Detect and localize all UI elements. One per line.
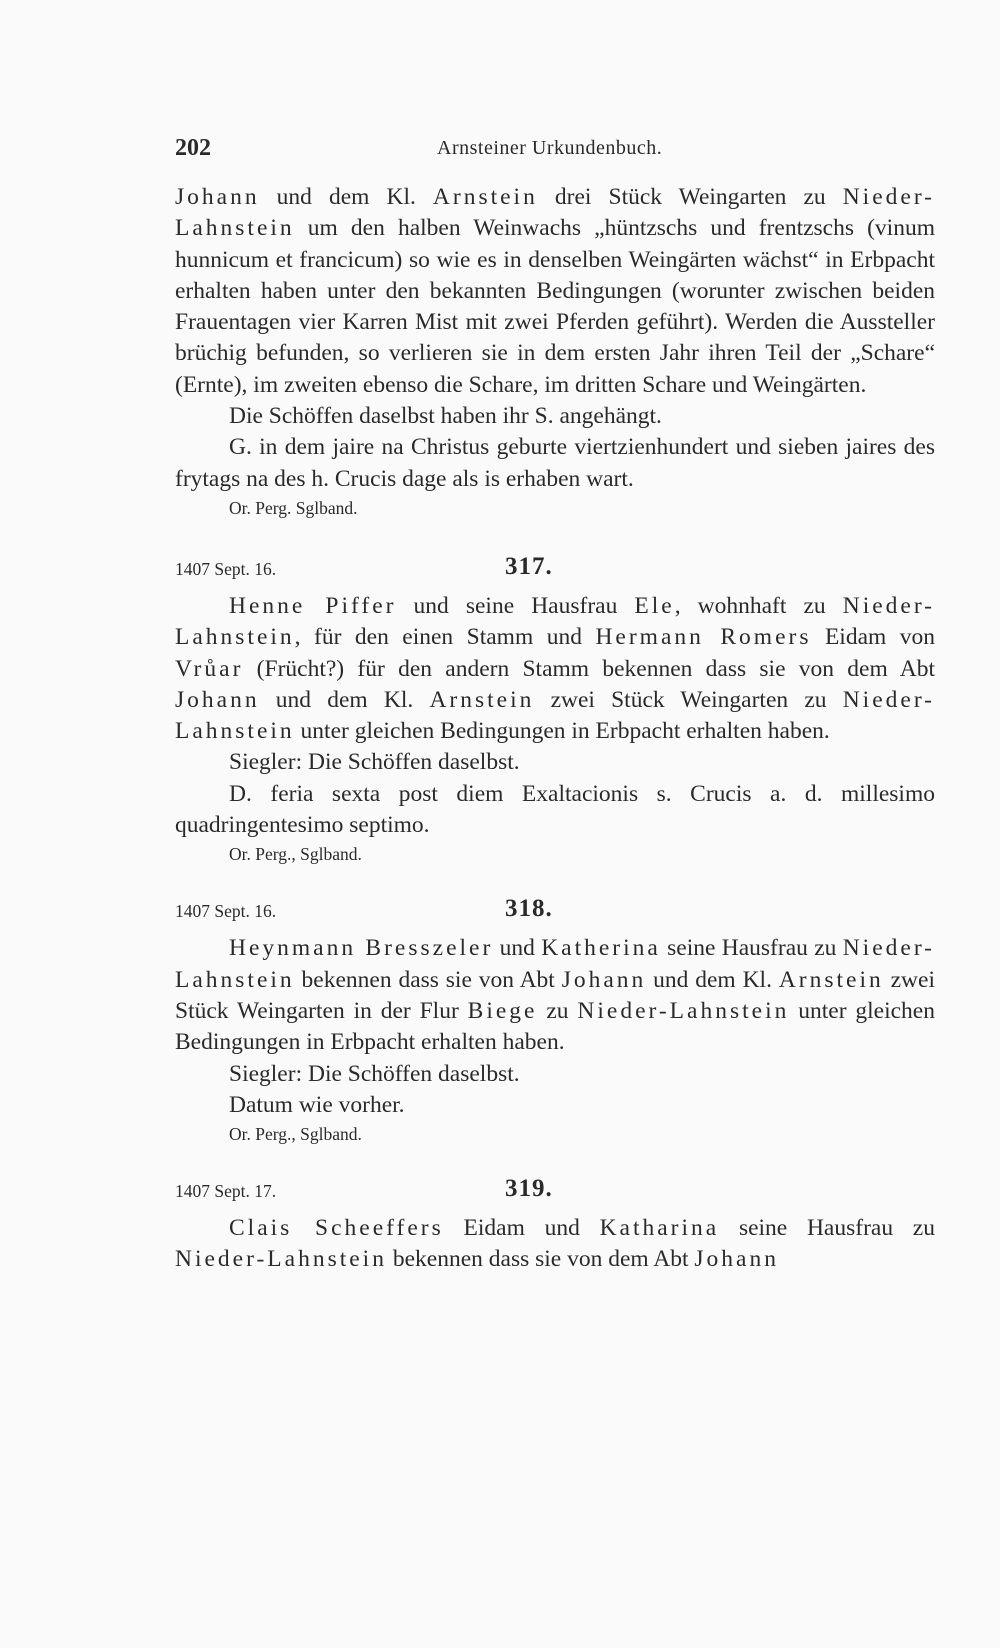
place-name: Nieder-Lahnstein <box>175 184 935 242</box>
source-note: Or. Perg., Sglband. <box>229 844 362 865</box>
entry-heading <box>175 547 935 591</box>
previous-entry-continuation <box>175 182 935 1276</box>
entry-heading <box>175 889 935 933</box>
entry-paragraph-1: Heynmann Bresszeler und Katherina seine Hausfrau zu Nieder-Lahnstein bekennen dass sie von Abt Johann und dem Kl. Arnstein zwei Stück Weingarten in der Flur Biege zu Nieder-Lahnstein unter gleichen Bedingungen in Erbpacht erhalten haben. <box>175 935 935 1056</box>
entry-paragraph-3: Datum wie vorher. <box>229 1091 405 1118</box>
source-note: Or. Perg. Sglband. <box>229 497 358 518</box>
entry-heading <box>175 1169 935 1213</box>
entry-paragraph-1: Clais Scheeffers Eidam und Katharina seine Hausfrau zu Nieder-Lahnstein bekennen dass sie von dem Abt Johann <box>175 1215 935 1273</box>
prev-paragraph-3: G. in dem jaire na Christus geburte viertzienhundert und sieben jaires des frytags na des h. Crucis dage als is erhaben wart. <box>175 434 935 492</box>
entry-number: 318. <box>505 895 553 923</box>
entry-number: 319. <box>505 1175 553 1203</box>
entry-paragraph-2: Siegler: Die Schöffen daselbst. <box>229 1060 520 1087</box>
entry-date: 1407 Sept. 17. <box>175 1181 277 1202</box>
entry-date: 1407 Sept. 16. <box>175 558 277 579</box>
prev-paragraph-2: Die Schöffen daselbst haben ihr S. angehängt. <box>229 403 662 430</box>
page-header <box>175 135 935 171</box>
place-name: Arnstein <box>432 184 538 210</box>
person-name: Johann <box>175 184 260 210</box>
source-note: Or. Perg., Sglband. <box>229 1124 362 1145</box>
entry-number: 317. <box>505 552 553 580</box>
page-number: 202 <box>175 135 211 161</box>
running-title: Arnsteiner Urkundenbuch. <box>437 137 663 159</box>
entry-paragraph-1: Henne Piffer und seine Hausfrau Ele, wohnhaft zu Nieder-Lahnstein, für den einen Stamm und Hermann Romers Eidam von Vrůar (Frücht?) für den andern Stamm bekennen dass sie von dem Abt Johann und dem Kl. Arnstein zwei Stück Weingarten zu Nieder-Lahnstein unter gleichen Bedingungen in Erbpacht erhalten haben. <box>175 592 936 745</box>
prev-paragraph-1: Johann und dem Kl. Arnstein drei Stück Weingarten zu Nieder-Lahnstein um den halben Weinwachs „hüntzschs und frentzschs (vinum hunnicum et francicum) so wie es in denselben Weingärten wächst“ in Erbpacht erhalten haben unter den bekannten Bedingungen (worunter zwischen beiden Frauentagen vier Karren Mist mit zwei Pferden geführt). Werden die Aussteller brüchig befunden, so verlieren sie in dem ersten Jahr ihren Teil der „Schare“ (Ernte), im zweiten ebenso die Schare, im dritten Schare und Weingärten. <box>175 184 935 398</box>
entry-date: 1407 Sept. 16. <box>175 901 277 922</box>
entry-paragraph-2: Siegler: Die Schöffen daselbst. <box>229 749 520 776</box>
entry-paragraph-3: D. feria sexta post diem Exaltacionis s. Crucis a. d. millesimo quadringentesimo septimo. <box>175 780 935 839</box>
